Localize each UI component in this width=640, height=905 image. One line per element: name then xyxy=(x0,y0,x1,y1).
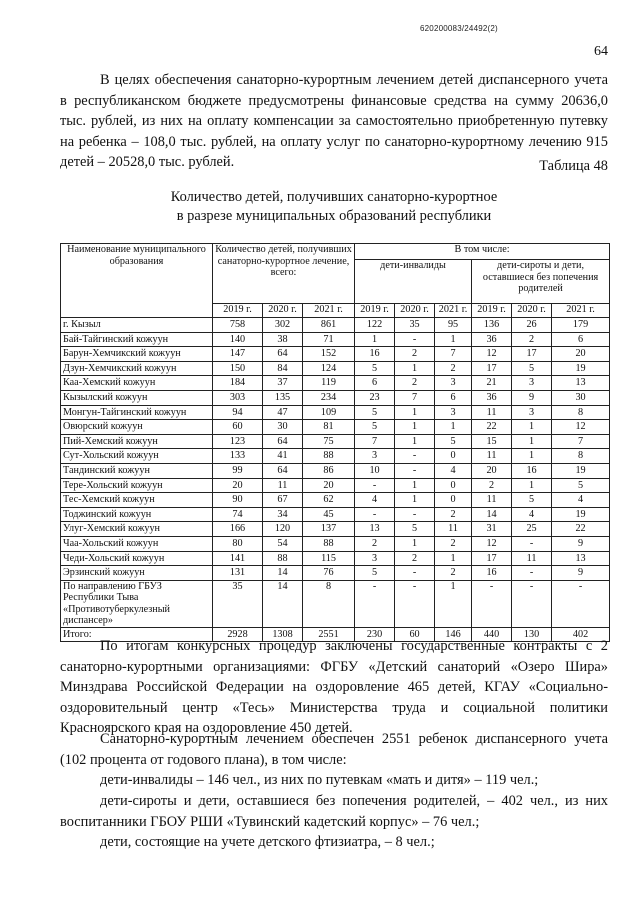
value-cell: 88 xyxy=(303,449,355,464)
municipality-name-cell: Улуг-Хемский кожуун xyxy=(61,522,213,537)
year-header-cell: 2020 г. xyxy=(512,304,552,318)
value-cell: 303 xyxy=(213,390,263,405)
year-header-cell: 2021 г. xyxy=(303,304,355,318)
value-cell: 1 xyxy=(355,332,395,347)
value-cell: 1 xyxy=(395,405,435,420)
children-table xyxy=(60,243,610,642)
value-cell: 74 xyxy=(213,507,263,522)
value-cell: 14 xyxy=(263,566,303,581)
value-cell: 22 xyxy=(472,420,512,435)
table-row xyxy=(61,449,610,464)
municipality-name-cell: г. Кызыл xyxy=(61,318,213,333)
value-cell: 1 xyxy=(512,478,552,493)
municipality-name-cell: Монгун-Тайгинский кожуун xyxy=(61,405,213,420)
value-cell: 95 xyxy=(435,318,472,333)
value-cell: 109 xyxy=(303,405,355,420)
value-cell: 17 xyxy=(472,361,512,376)
tb-paragraph: дети, состоящие на учете детского фтизиатра, – 8 чел.; xyxy=(100,834,435,850)
municipality-name-cell: Тоджинский кожуун xyxy=(61,507,213,522)
table-label: Таблица 48 xyxy=(539,158,608,174)
value-cell: 0 xyxy=(435,493,472,508)
value-cell: 124 xyxy=(303,361,355,376)
value-cell: 122 xyxy=(355,318,395,333)
value-cell: 41 xyxy=(263,449,303,464)
value-cell: 8 xyxy=(552,449,610,464)
table-row xyxy=(61,318,610,333)
value-cell: 3 xyxy=(512,405,552,420)
municipality-name-cell: Каа-Хемский кожуун xyxy=(61,376,213,391)
value-cell: 5 xyxy=(512,493,552,508)
contracts-paragraph: По итогам конкурсных процедур заключены государственные контракты с 2 санаторно-курортными организациями: ФГБУ «Детский санаторий «Озеро Шира» Минздрава Российской Федерации на оздоровление 465 детей, КГАУ «Социально-оздоровительный центр «Тесь» Министерства труда и социальной политики Красноярского края на оздоровление 450 детей. xyxy=(60,638,608,737)
value-cell: 1 xyxy=(512,420,552,435)
municipality-name-cell: Тес-Хемский кожуун xyxy=(61,493,213,508)
value-cell: 19 xyxy=(552,361,610,376)
table-row xyxy=(61,478,610,493)
value-cell: 7 xyxy=(395,390,435,405)
value-cell: 166 xyxy=(213,522,263,537)
table-row xyxy=(61,347,610,362)
value-cell: 14 xyxy=(263,580,303,627)
value-cell: 120 xyxy=(263,522,303,537)
value-cell: 5 xyxy=(355,405,395,420)
value-cell: - xyxy=(395,580,435,627)
value-cell: 35 xyxy=(213,580,263,627)
value-cell: 37 xyxy=(263,376,303,391)
value-cell: 12 xyxy=(472,347,512,362)
table-row xyxy=(61,551,610,566)
header-municipality: Наименование муниципального образования xyxy=(61,244,213,318)
value-cell: 3 xyxy=(435,376,472,391)
municipality-name-cell: Пий-Хемский кожуун xyxy=(61,434,213,449)
value-cell: 4 xyxy=(355,493,395,508)
value-cell: 184 xyxy=(213,376,263,391)
value-cell: 36 xyxy=(472,332,512,347)
value-cell: 17 xyxy=(472,551,512,566)
value-cell: 16 xyxy=(355,347,395,362)
disabled-paragraph: дети-инвалиды – 146 чел., из них по путевкам «мать и дитя» – 119 чел.; xyxy=(100,772,539,788)
value-cell: 3 xyxy=(355,551,395,566)
value-cell: 45 xyxy=(303,507,355,522)
value-cell: 64 xyxy=(263,463,303,478)
value-cell: 30 xyxy=(552,390,610,405)
value-cell: 35 xyxy=(395,318,435,333)
value-cell: 47 xyxy=(263,405,303,420)
value-cell: 1 xyxy=(395,420,435,435)
value-cell: 94 xyxy=(213,405,263,420)
value-cell: 23 xyxy=(355,390,395,405)
value-cell: 17 xyxy=(512,347,552,362)
value-cell: 1 xyxy=(512,449,552,464)
municipality-name-cell: Чеди-Хольский кожуун xyxy=(61,551,213,566)
value-cell: 2551 xyxy=(303,627,355,642)
value-cell: 5 xyxy=(435,434,472,449)
value-cell: 19 xyxy=(552,463,610,478)
table-row xyxy=(61,522,610,537)
table-row xyxy=(61,463,610,478)
value-cell: 0 xyxy=(435,449,472,464)
value-cell: 21 xyxy=(472,376,512,391)
value-cell: 133 xyxy=(213,449,263,464)
value-cell: 25 xyxy=(512,522,552,537)
value-cell: 11 xyxy=(472,449,512,464)
header-including: В том числе: xyxy=(355,244,610,260)
value-cell: 11 xyxy=(435,522,472,537)
value-cell: 64 xyxy=(263,434,303,449)
value-cell: - xyxy=(355,507,395,522)
value-cell: 5 xyxy=(355,361,395,376)
table-row xyxy=(61,493,610,508)
value-cell: 135 xyxy=(263,390,303,405)
value-cell: 9 xyxy=(552,566,610,581)
value-cell: 34 xyxy=(263,507,303,522)
value-cell: 2 xyxy=(472,478,512,493)
value-cell: 9 xyxy=(552,536,610,551)
value-cell: 88 xyxy=(303,536,355,551)
value-cell: 137 xyxy=(303,522,355,537)
value-cell: 2 xyxy=(435,566,472,581)
value-cell: 2 xyxy=(435,361,472,376)
value-cell: 71 xyxy=(303,332,355,347)
value-cell: 861 xyxy=(303,318,355,333)
table-row xyxy=(61,420,610,435)
value-cell: 302 xyxy=(263,318,303,333)
value-cell: 1308 xyxy=(263,627,303,642)
value-cell: 5 xyxy=(552,478,610,493)
municipality-name-cell: Тере-Хольский кожуун xyxy=(61,478,213,493)
value-cell: 38 xyxy=(263,332,303,347)
value-cell: 2 xyxy=(395,347,435,362)
value-cell: 54 xyxy=(263,536,303,551)
value-cell: - xyxy=(512,536,552,551)
intro-paragraph: В целях обеспечения санаторно-курортным лечением детей диспансерного учета в республиканском бюджете предусмотрены финансовые средства на сумму 20636,0 тыс. рублей, из них на оплату компенсации за самостоятельно приобретенную путевку на ребенка – 108,0 тыс. рублей, на оплату услуг по санаторно-курортному лечению 915 детей – 20528,0 тыс. рублей. xyxy=(60,72,608,171)
value-cell: - xyxy=(552,580,610,627)
value-cell: 88 xyxy=(263,551,303,566)
value-cell: 7 xyxy=(435,347,472,362)
page-number: 64 xyxy=(594,44,608,59)
value-cell: 230 xyxy=(355,627,395,642)
value-cell: 20 xyxy=(213,478,263,493)
value-cell: 99 xyxy=(213,463,263,478)
value-cell: 20 xyxy=(472,463,512,478)
value-cell: 1 xyxy=(395,478,435,493)
municipality-name-cell: Кызылский кожуун xyxy=(61,390,213,405)
orphans-paragraph: дети-сироты и дети, оставшиеся без попечения родителей, – 402 чел., из них воспитанники ГБОУ РШИ «Тувинский кадетский корпус» – 76 чел.; xyxy=(60,793,608,830)
value-cell: 11 xyxy=(263,478,303,493)
document-id: 620200083/24492(2) xyxy=(420,24,498,33)
value-cell: 80 xyxy=(213,536,263,551)
value-cell: 123 xyxy=(213,434,263,449)
value-cell: 4 xyxy=(512,507,552,522)
value-cell: 1 xyxy=(512,434,552,449)
value-cell: 136 xyxy=(472,318,512,333)
value-cell: 11 xyxy=(512,551,552,566)
value-cell: 1 xyxy=(395,493,435,508)
value-cell: 150 xyxy=(213,361,263,376)
municipality-name-cell: Барун-Хемчикский кожуун xyxy=(61,347,213,362)
municipality-name-cell: Эрзинский кожуун xyxy=(61,566,213,581)
value-cell: 2 xyxy=(512,332,552,347)
value-cell: 8 xyxy=(552,405,610,420)
value-cell: 130 xyxy=(512,627,552,642)
value-cell: 86 xyxy=(303,463,355,478)
value-cell: 26 xyxy=(512,318,552,333)
value-cell: 13 xyxy=(552,376,610,391)
value-cell: 5 xyxy=(512,361,552,376)
value-cell: 4 xyxy=(552,493,610,508)
table-title-line2: в разрезе муниципальных образований республики xyxy=(176,208,492,224)
table-row xyxy=(61,566,610,581)
value-cell: 2 xyxy=(355,536,395,551)
municipality-name-cell: Бай-Тайгинский кожуун xyxy=(61,332,213,347)
value-cell: 15 xyxy=(472,434,512,449)
value-cell: 6 xyxy=(355,376,395,391)
value-cell: 20 xyxy=(303,478,355,493)
value-cell: 0 xyxy=(435,478,472,493)
value-cell: 75 xyxy=(303,434,355,449)
value-cell: 14 xyxy=(472,507,512,522)
header-total: Количество детей, получивших санаторно-курортное лечение, всего: xyxy=(213,244,355,304)
municipality-name-cell: Чаа-Хольский кожуун xyxy=(61,536,213,551)
value-cell: 179 xyxy=(552,318,610,333)
value-cell: 440 xyxy=(472,627,512,642)
value-cell: 1 xyxy=(435,580,472,627)
header-disabled: дети-инвалиды xyxy=(355,260,472,304)
value-cell: 16 xyxy=(512,463,552,478)
table-body xyxy=(61,318,610,642)
value-cell: 2928 xyxy=(213,627,263,642)
value-cell: 76 xyxy=(303,566,355,581)
value-cell: 60 xyxy=(213,420,263,435)
table-row xyxy=(61,332,610,347)
municipality-name-cell: Сут-Хольский кожуун xyxy=(61,449,213,464)
value-cell: - xyxy=(512,580,552,627)
value-cell: 31 xyxy=(472,522,512,537)
value-cell: - xyxy=(395,332,435,347)
value-cell: 7 xyxy=(355,434,395,449)
table-row xyxy=(61,536,610,551)
value-cell: 5 xyxy=(355,420,395,435)
municipality-name-cell: Овюрский кожуун xyxy=(61,420,213,435)
year-header-cell: 2019 г. xyxy=(472,304,512,318)
provided-paragraph: Санаторно-курортным лечением обеспечен 2551 ребенок диспансерного учета (102 процента от годового плана), в том числе: xyxy=(60,731,608,768)
value-cell: 12 xyxy=(552,420,610,435)
value-cell: 64 xyxy=(263,347,303,362)
value-cell: 758 xyxy=(213,318,263,333)
value-cell: 115 xyxy=(303,551,355,566)
value-cell: 1 xyxy=(435,420,472,435)
table-row-tb-dispensary xyxy=(61,580,610,627)
value-cell: 2 xyxy=(395,376,435,391)
table-row xyxy=(61,376,610,391)
value-cell: 3 xyxy=(435,405,472,420)
municipality-name-cell: По направлению ГБУЗ Республики Тыва «Противотуберкулезный диспансер» xyxy=(61,580,213,627)
year-header-cell: 2019 г. xyxy=(213,304,263,318)
value-cell: - xyxy=(512,566,552,581)
value-cell: 2 xyxy=(435,536,472,551)
value-cell: 60 xyxy=(395,627,435,642)
value-cell: 20 xyxy=(552,347,610,362)
value-cell: 90 xyxy=(213,493,263,508)
year-header-cell: 2019 г. xyxy=(355,304,395,318)
value-cell: 1 xyxy=(435,551,472,566)
value-cell: 402 xyxy=(552,627,610,642)
value-cell: 152 xyxy=(303,347,355,362)
value-cell: 1 xyxy=(395,361,435,376)
header-orphans: дети-сироты и дети, оставшиеся без попечения родителей xyxy=(472,260,610,304)
table-title xyxy=(60,188,608,226)
value-cell: 2 xyxy=(395,551,435,566)
value-cell: 67 xyxy=(263,493,303,508)
value-cell: 84 xyxy=(263,361,303,376)
value-cell: 1 xyxy=(435,332,472,347)
value-cell: 131 xyxy=(213,566,263,581)
value-cell: 147 xyxy=(213,347,263,362)
year-header-cell: 2020 г. xyxy=(263,304,303,318)
year-header-cell: 2020 г. xyxy=(395,304,435,318)
value-cell: 9 xyxy=(512,390,552,405)
table-row xyxy=(61,507,610,522)
value-cell: - xyxy=(395,449,435,464)
value-cell: 119 xyxy=(303,376,355,391)
value-cell: 7 xyxy=(552,434,610,449)
table-row xyxy=(61,390,610,405)
value-cell: 5 xyxy=(395,522,435,537)
value-cell: 4 xyxy=(435,463,472,478)
value-cell: 11 xyxy=(472,405,512,420)
value-cell: - xyxy=(355,580,395,627)
value-cell: 22 xyxy=(552,522,610,537)
value-cell: - xyxy=(395,463,435,478)
value-cell: 1 xyxy=(395,434,435,449)
table-title-line1: Количество детей, получивших санаторно-курортное xyxy=(170,189,498,205)
value-cell: 81 xyxy=(303,420,355,435)
table-row xyxy=(61,361,610,376)
value-cell: - xyxy=(355,478,395,493)
value-cell: 3 xyxy=(355,449,395,464)
value-cell: 1 xyxy=(395,536,435,551)
municipality-name-cell: Итого: xyxy=(61,627,213,642)
value-cell: 5 xyxy=(355,566,395,581)
value-cell: 19 xyxy=(552,507,610,522)
value-cell: 6 xyxy=(552,332,610,347)
value-cell: 13 xyxy=(355,522,395,537)
value-cell: 146 xyxy=(435,627,472,642)
value-cell: - xyxy=(395,507,435,522)
value-cell: 6 xyxy=(435,390,472,405)
table-row xyxy=(61,434,610,449)
value-cell: 16 xyxy=(472,566,512,581)
value-cell: 141 xyxy=(213,551,263,566)
municipality-name-cell: Тандинский кожуун xyxy=(61,463,213,478)
value-cell: - xyxy=(472,580,512,627)
value-cell: 11 xyxy=(472,493,512,508)
value-cell: 13 xyxy=(552,551,610,566)
value-cell: 10 xyxy=(355,463,395,478)
value-cell: 140 xyxy=(213,332,263,347)
value-cell: 3 xyxy=(512,376,552,391)
value-cell: 36 xyxy=(472,390,512,405)
value-cell: 8 xyxy=(303,580,355,627)
year-header-cell: 2021 г. xyxy=(435,304,472,318)
value-cell: 2 xyxy=(435,507,472,522)
value-cell: 234 xyxy=(303,390,355,405)
value-cell: 62 xyxy=(303,493,355,508)
municipality-name-cell: Дзун-Хемчикский кожуун xyxy=(61,361,213,376)
value-cell: 30 xyxy=(263,420,303,435)
value-cell: - xyxy=(395,566,435,581)
year-header-cell: 2021 г. xyxy=(552,304,610,318)
table-row xyxy=(61,405,610,420)
value-cell: 12 xyxy=(472,536,512,551)
